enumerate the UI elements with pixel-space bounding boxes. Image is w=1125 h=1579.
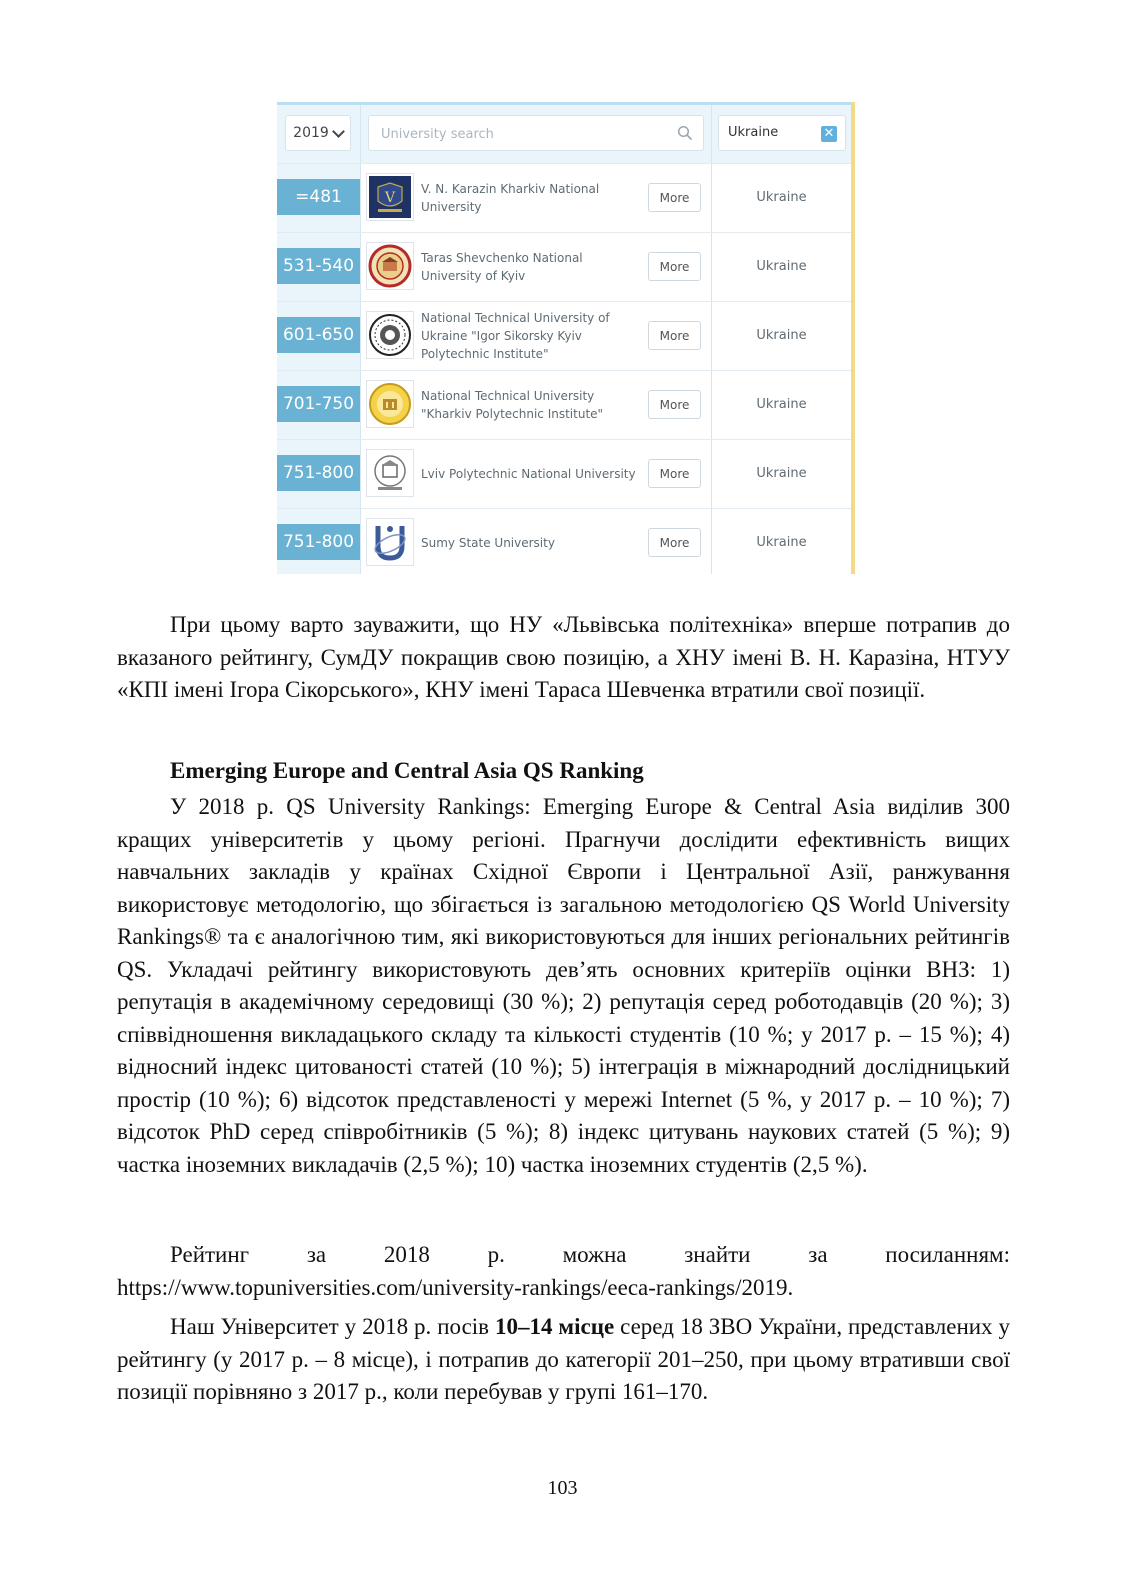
section-heading: Emerging Europe and Central Asia QS Ranking xyxy=(170,758,644,783)
table-row xyxy=(277,508,851,574)
more-button[interactable]: More xyxy=(648,183,701,212)
rank-badge: 751-800 xyxy=(277,524,360,560)
country-cell: Ukraine xyxy=(756,466,807,481)
rank-badge: 751-800 xyxy=(277,455,360,491)
university-name[interactable]: National Technical University "Kharkiv Polytechnic Institute" xyxy=(421,389,604,421)
university-crest-icon xyxy=(368,244,412,288)
chevron-down-icon xyxy=(332,125,345,138)
more-button[interactable]: More xyxy=(648,321,701,350)
country-cell: Ukraine xyxy=(756,535,807,550)
paragraph-4-start: Наш Університет у 2018 р. посів xyxy=(170,1314,495,1339)
ranking-widget xyxy=(277,102,855,574)
year-select[interactable] xyxy=(285,115,351,151)
university-logo[interactable] xyxy=(366,380,414,428)
rank-badge: 601-650 xyxy=(277,317,360,353)
paragraph-2: У 2018 р. QS University Rankings: Emerging Europe & Central Asia виділив 300 кращих університетів у цьому регіоні. Прагнучи дослідити ефективність вищих навчальних закладів у країнах Східної Європи і Центральної Азії, ранжування використовує методологію, що збігається із загальною методологією QS World University Rankings® та є аналогічною тим, які використовуються для інших регіональних рейтингів QS. Укладачі рейтингу використовують дев’ять основних критеріїв оцінки ВНЗ: 1) репутація в академічному середовищі (30 %); 2) репутація серед роботодавців (20 %); 3) співвідношення викладацького складу та кількості студентів (10 %; у 2017 р. – 15 %); 4) відносний індекс цитованості статей (10 %); 5) інтеграція в міжнародний дослідницький простір (10 %); 6) відсоток представленості у мережі Internet (5 %, у 2017 р. – 10 %); 7) відсоток PhD серед співробітників (5 %); 8) індекс цитувань наукових статей (5 %); 9) частка іноземних викладачів (2,5 %); 10) частка іноземних студентів (2,5 %). xyxy=(117,794,1010,1177)
university-name[interactable]: V. N. Karazin Kharkiv National University xyxy=(421,182,600,214)
table-row xyxy=(277,232,851,301)
clear-filter-button[interactable]: ✕ xyxy=(821,126,837,142)
more-button[interactable]: More xyxy=(648,459,701,488)
year-select-value: 2019 xyxy=(293,125,329,141)
more-button[interactable]: More xyxy=(648,252,701,281)
university-name[interactable]: National Technical University of Ukraine "Igor Sikorsky Kyiv Polytechnic Institute" xyxy=(421,311,610,361)
paragraph-1: При цьому варто зауважити, що НУ «Львівська політехніка» вперше потрапив до вказаного рейтингу, СумДУ покращив свою позицію, а ХНУ імені В. Н. Каразіна, НТУУ «КПІ імені Ігора Сікорського», КНУ імені Тараса Шевченка втратили свої позиції. xyxy=(117,612,1010,702)
university-name[interactable]: Sumy State University xyxy=(421,536,555,550)
university-name[interactable]: Taras Shevchenko National University of Kyiv xyxy=(421,251,583,283)
place-highlight: 10–14 місце xyxy=(494,1314,615,1339)
rank-badge: 531-540 xyxy=(277,248,360,284)
table-row xyxy=(277,439,851,508)
svg-text:V: V xyxy=(384,190,396,206)
rank-badge: 701-750 xyxy=(277,386,360,422)
university-crest-icon xyxy=(368,313,412,357)
more-button[interactable]: More xyxy=(648,390,701,419)
widget-right-border xyxy=(851,102,855,574)
search-icon[interactable] xyxy=(677,125,693,141)
country-filter-value: Ukraine xyxy=(728,125,779,140)
university-crest-icon xyxy=(368,382,412,426)
country-cell: Ukraine xyxy=(756,397,807,412)
table-row xyxy=(277,163,851,232)
university-crest-icon xyxy=(368,175,412,219)
more-button[interactable]: More xyxy=(648,528,701,557)
page-number: 103 xyxy=(547,1477,578,1499)
university-name[interactable]: Lviv Polytechnic National University xyxy=(421,467,636,481)
paragraph-4-end: серед 18 ЗВО України, представлених у рейтингу (у 2017 р. – 8 місце), і потрапив до категорії 201–250, при цьому втративши свої позиції порівняно з 2017 р., коли перебував у групі 161–170. xyxy=(117,1314,1010,1404)
university-logo[interactable] xyxy=(366,173,414,221)
country-cell: Ukraine xyxy=(756,259,807,274)
university-logo[interactable] xyxy=(366,518,414,566)
university-logo[interactable] xyxy=(366,242,414,290)
university-logo[interactable] xyxy=(366,311,414,359)
country-filter[interactable] xyxy=(718,115,846,151)
table-row xyxy=(277,301,851,370)
university-crest-icon xyxy=(368,520,412,564)
search-input[interactable] xyxy=(379,123,673,145)
country-cell: Ukraine xyxy=(756,328,807,343)
university-search[interactable] xyxy=(368,115,704,151)
paragraph-3: Рейтинг за 2018 р. можна знайти за посиланням: https://www.topuniversities.com/university-rankings/eeca-rankings/2019. xyxy=(117,1242,1010,1300)
table-row xyxy=(277,370,851,439)
university-logo[interactable] xyxy=(366,449,414,497)
university-crest-icon xyxy=(368,451,412,495)
paragraph-4 xyxy=(117,1311,1010,1409)
rank-badge: =481 xyxy=(277,179,360,215)
country-cell: Ukraine xyxy=(756,190,807,205)
